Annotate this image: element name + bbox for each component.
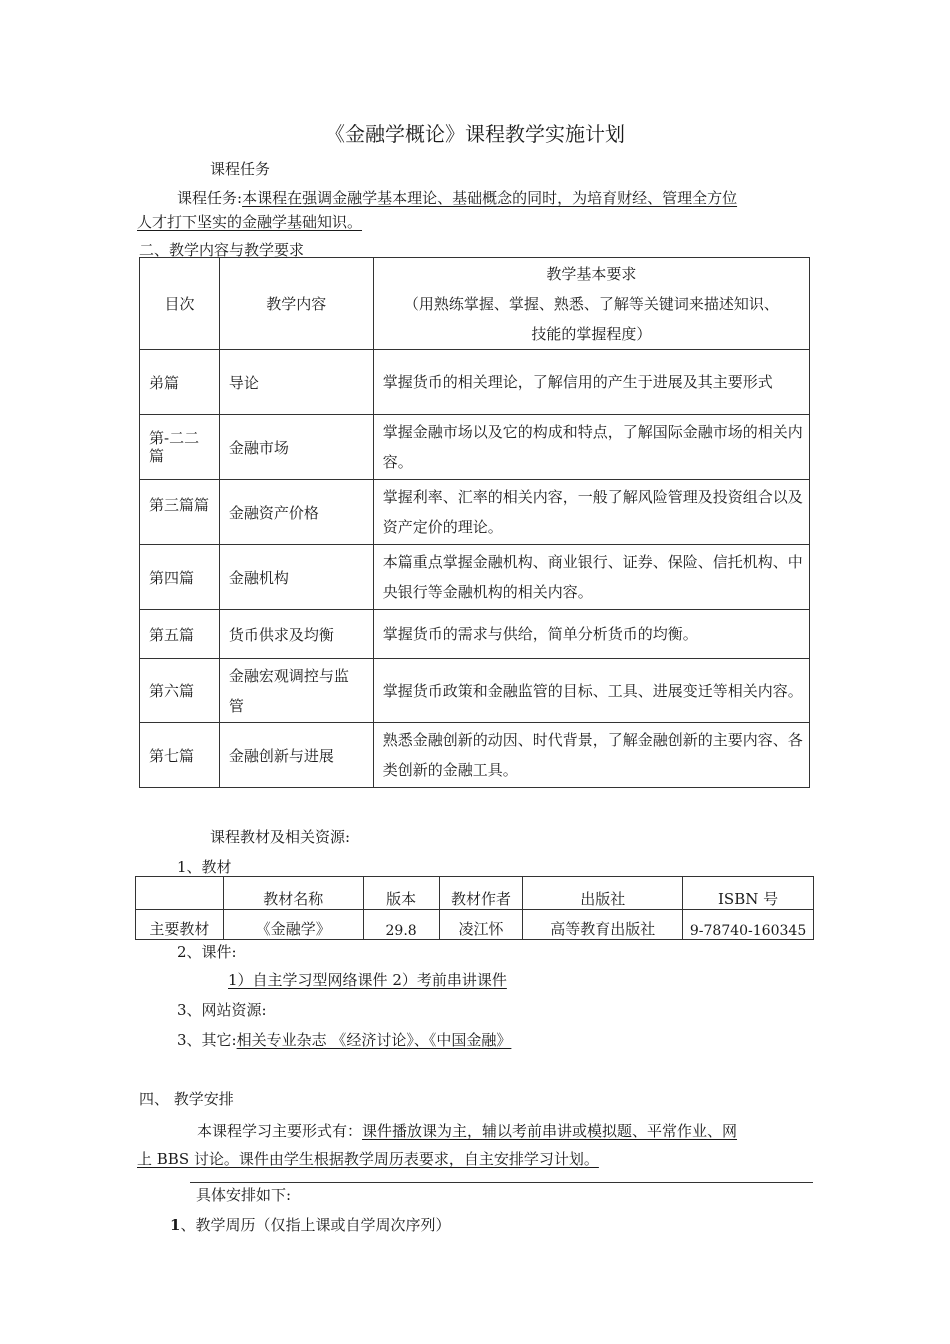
course-task-paragraph [137,186,812,234]
course-task-text-2: 人才打下坚实的金融学基础知识。 [137,213,363,231]
resources-heading: 课程教材及相关资源: [210,828,351,846]
chapter-cell: 弟篇 [140,350,220,415]
header-requirement-line3: 技能的掌握程度） [531,324,652,343]
requirement-cell: 掌握货币的需求与供给，简单分析货币的均衡。 [373,610,809,659]
chapter-cell: 第三篇篇 [140,480,220,545]
textbook-table [135,876,814,940]
header-chapter: 目次 [140,258,220,350]
textbook-cell: 9-78740-160345 [683,910,814,940]
table-row [140,480,810,545]
textbook-header-cell: 教材作者 [439,877,523,910]
other-label: 3、其它: [177,1031,237,1049]
textbook-cell: 29.8 [363,910,439,940]
teaching-form-paragraph [137,1117,812,1173]
content-cell: 货币供求及均衡 [219,610,373,659]
requirement-cell: 熟悉金融创新的动因、时代背景，了解金融创新的主要内容、各类创新的金融工具。 [373,723,809,788]
requirement-cell: 掌握利率、汇率的相关内容，一般了解风险管理及投资组合以及资产定价的理论。 [373,480,809,545]
textbook-header-cell: 教材名称 [223,877,363,910]
header-requirement-line1: 教学基本要求 [546,264,637,283]
courseware-text: 1）自主学习型网络课件 2）考前串讲课件 [228,971,507,989]
teaching-form-text-2: 上 BBS 讨论。课件由学生根据教学周历表要求，自主安排学习计划。 [137,1150,599,1168]
teaching-arrangement-heading: 四、 教学安排 [139,1090,234,1108]
content-cell: 金融创新与进展 [219,723,373,788]
textbook-header-row [136,877,814,910]
textbook-row [136,910,814,940]
textbook-label: 1、教材 [177,858,232,876]
table-row [140,350,810,415]
textbook-header-cell [136,877,224,910]
table-row [140,415,810,480]
table-row [140,723,810,788]
teaching-calendar-number: 1 [170,1216,181,1234]
textbook-header-cell: 出版社 [523,877,683,910]
textbook-cell: 主要教材 [136,910,224,940]
header-requirement-line2: （用熟练掌握、掌握、熟悉、了解等关键词来描述知识、 [403,294,779,313]
textbook-header-cell: ISBN 号 [683,877,814,910]
table-row [140,659,810,723]
header-requirement [373,258,809,350]
teaching-form-text-1: 课件播放课为主，辅以考前串讲或模拟题、平常作业、网 [362,1122,738,1140]
courseware-label: 2、课件: [177,943,237,961]
table-row [140,545,810,610]
textbook-header-cell: 版本 [363,877,439,910]
table-header-row [140,258,810,350]
teaching-calendar-text: 、教学周历（仅指上课或自学周次序列） [180,1216,451,1234]
table-row [140,610,810,659]
header-content: 教学内容 [219,258,373,350]
document-title: 《金融学概论》课程教学实施计划 [325,122,625,146]
textbook-cell: 凌江怀 [439,910,523,940]
other-resources [177,1029,511,1050]
content-requirements-heading: 二、教学内容与教学要求 [139,241,305,259]
content-requirements-table [139,257,810,788]
chapter-cell: 第七篇 [140,723,220,788]
chapter-cell: 第四篇 [140,545,220,610]
requirement-cell: 掌握金融市场以及它的构成和特点，了解国际金融市场的相关内容。 [373,415,809,480]
chapter-cell: 第六篇 [140,659,220,723]
website-label: 3、网站资源: [177,1001,267,1019]
teaching-form-label: 本课程学习主要形式有： [197,1122,363,1140]
requirement-cell: 掌握货币政策和金融监管的目标、工具、进展变迁等相关内容。 [373,659,809,723]
content-cell: 金融市场 [219,415,373,480]
teaching-calendar-item [170,1214,450,1235]
chapter-cell: 第五篇 [140,610,220,659]
arrangement-label: 具体安排如下: [196,1186,292,1204]
other-text: 相关专业杂志 《经济讨论》、《中国金融》 [236,1031,512,1049]
content-cell: 金融资产价格 [219,480,373,545]
textbook-cell: 《金融学》 [223,910,363,940]
chapter-cell: 第-二二篇 [140,415,220,480]
content-cell: 导论 [219,350,373,415]
content-cell: 金融机构 [219,545,373,610]
requirement-cell: 本篇重点掌握金融机构、商业银行、证券、保险、信托机构、中央银行等金融机构的相关内容。 [373,545,809,610]
divider-line [190,1182,813,1183]
requirement-cell: 掌握货币的相关理论，了解信用的产生于进展及其主要形式 [373,350,809,415]
textbook-cell: 高等教育出版社 [523,910,683,940]
course-task-text-1: 本课程在强调金融学基本理论、基础概念的同时，为培育财经、管理全方位 [242,189,738,207]
course-task-heading: 课程任务 [210,160,271,178]
content-cell: 金融宏观调控与监管 [219,659,373,723]
course-task-label: 课程任务: [177,189,243,207]
